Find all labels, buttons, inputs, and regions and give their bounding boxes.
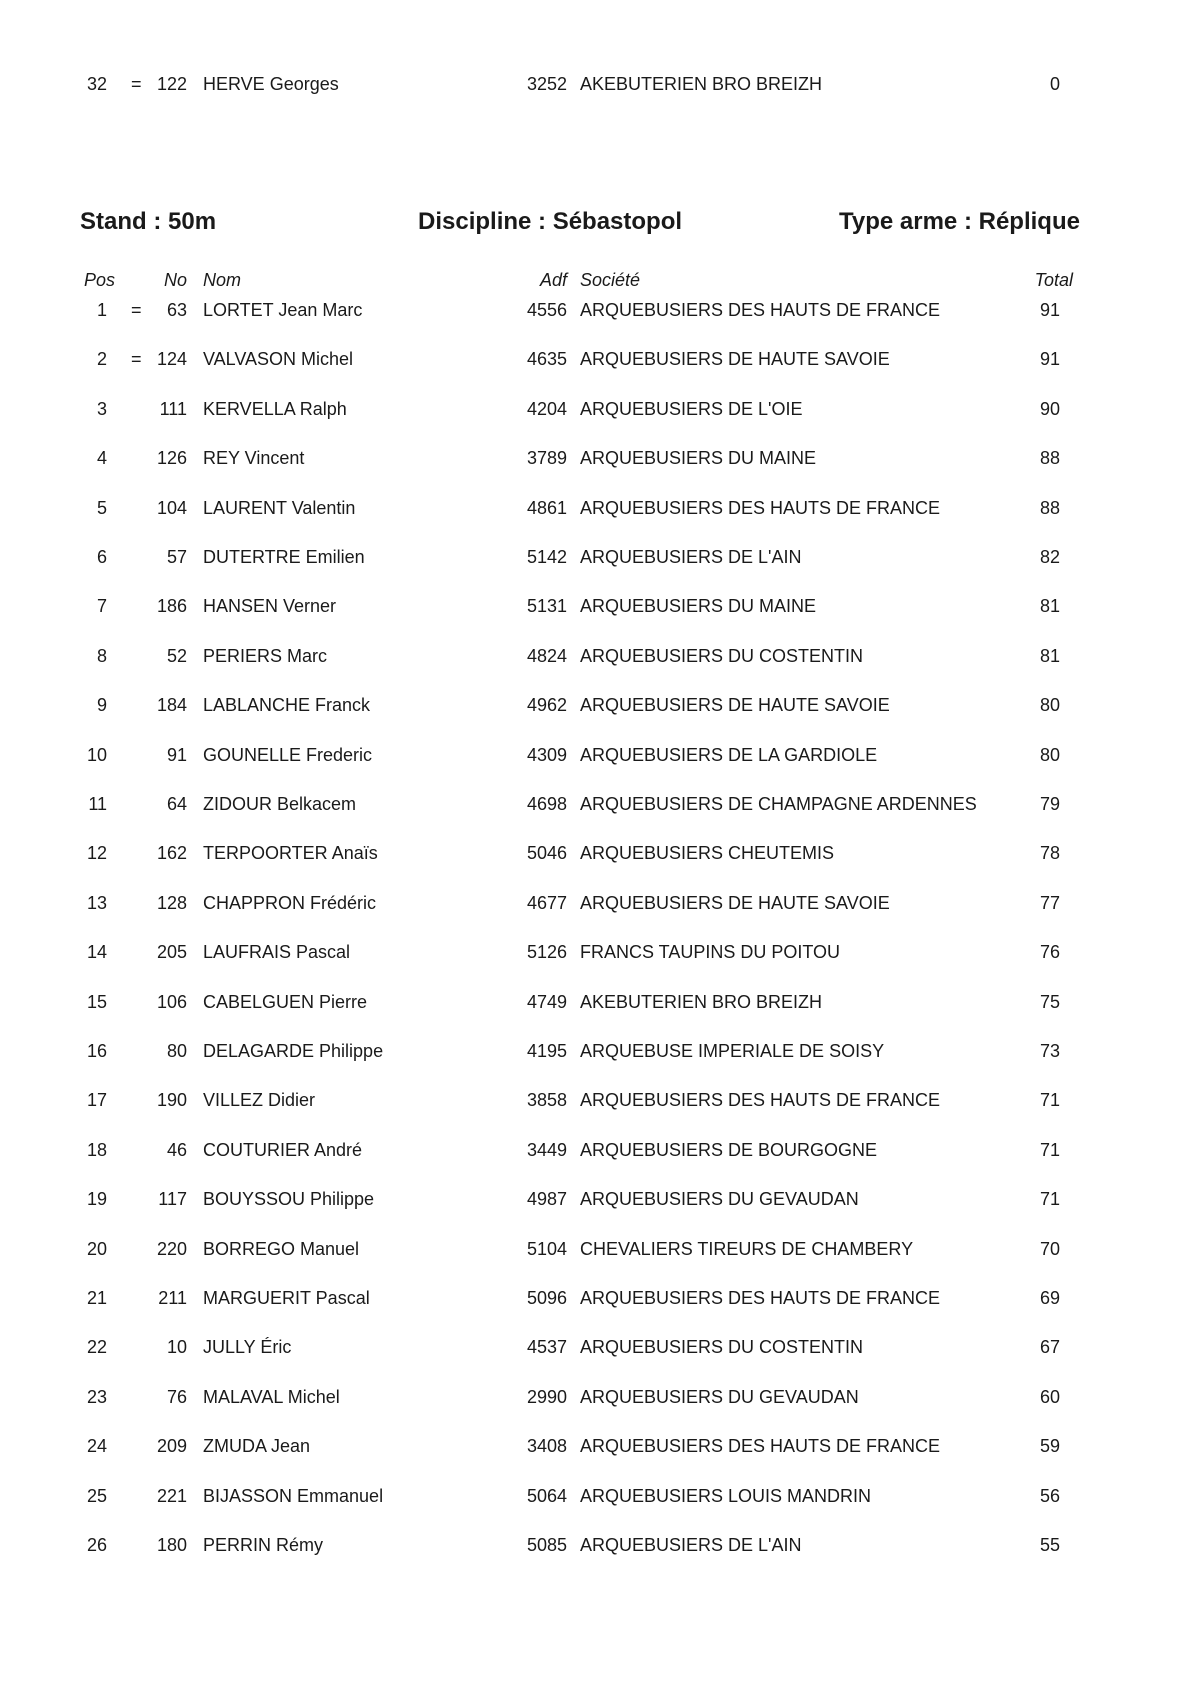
table-row xyxy=(0,1137,1190,1163)
number-cell: 106 xyxy=(156,992,187,1012)
table-row xyxy=(0,1532,1190,1558)
number-cell: 76 xyxy=(166,1387,187,1407)
adf-cell: 4987 xyxy=(526,1189,567,1209)
adf-cell: 3252 xyxy=(526,74,567,94)
number-cell: 220 xyxy=(156,1239,187,1259)
number-cell: 111 xyxy=(159,399,187,419)
society-cell: ARQUEBUSIERS DU MAINE xyxy=(580,596,817,616)
name-cell: JULLY Éric xyxy=(203,1337,292,1357)
name-cell: HERVE Georges xyxy=(203,74,339,94)
adf-cell: 3408 xyxy=(526,1436,567,1456)
total-cell: 75 xyxy=(1039,992,1060,1012)
name-cell: VILLEZ Didier xyxy=(203,1090,316,1110)
stand-title: Stand : 50m xyxy=(80,208,217,235)
table-row xyxy=(0,544,1190,570)
name-cell: MALAVAL Michel xyxy=(203,1387,340,1407)
name-cell: VALVASON Michel xyxy=(203,349,354,369)
name-cell: BOUYSSOU Philippe xyxy=(203,1189,375,1209)
total-cell: 80 xyxy=(1039,695,1060,715)
header-no: No xyxy=(163,270,187,290)
table-row xyxy=(0,989,1190,1015)
society-cell: ARQUEBUSIERS DE L'OIE xyxy=(580,399,803,419)
table-row xyxy=(0,1087,1190,1113)
pos-cell: 10 xyxy=(86,745,107,765)
total-cell: 55 xyxy=(1039,1535,1060,1555)
name-cell: ZMUDA Jean xyxy=(203,1436,311,1456)
table-row xyxy=(0,939,1190,965)
pos-cell: 13 xyxy=(86,893,107,913)
number-cell: 126 xyxy=(156,448,187,468)
total-cell: 78 xyxy=(1039,843,1060,863)
total-cell: 71 xyxy=(1039,1189,1060,1209)
adf-cell: 4962 xyxy=(526,695,567,715)
name-cell: TERPOORTER Anaïs xyxy=(203,843,378,863)
number-cell: 122 xyxy=(156,74,187,94)
adf-cell: 4824 xyxy=(526,646,567,666)
tie-marker: = xyxy=(131,300,142,320)
society-cell: ARQUEBUSIERS DE L'AIN xyxy=(580,1535,802,1555)
tie-marker: = xyxy=(131,74,142,94)
name-cell: BIJASSON Emmanuel xyxy=(203,1486,384,1506)
total-cell: 88 xyxy=(1039,498,1060,518)
adf-cell: 3449 xyxy=(526,1140,567,1160)
total-cell: 60 xyxy=(1039,1387,1060,1407)
pos-cell: 15 xyxy=(86,992,107,1012)
number-cell: 190 xyxy=(156,1090,187,1110)
pos-cell: 25 xyxy=(86,1486,107,1506)
society-cell: ARQUEBUSIERS DE HAUTE SAVOIE xyxy=(580,695,890,715)
adf-cell: 5142 xyxy=(526,547,567,567)
total-cell: 0 xyxy=(1049,74,1060,94)
total-cell: 59 xyxy=(1039,1436,1060,1456)
society-cell: AKEBUTERIEN BRO BREIZH xyxy=(580,74,823,94)
society-cell: ARQUEBUSIERS DE LA GARDIOLE xyxy=(580,745,878,765)
name-cell: ZIDOUR Belkacem xyxy=(203,794,357,814)
table-row xyxy=(0,1433,1190,1459)
name-cell: DELAGARDE Philippe xyxy=(203,1041,384,1061)
table-row xyxy=(0,840,1190,866)
pos-cell: 21 xyxy=(86,1288,107,1308)
adf-cell: 5126 xyxy=(526,942,567,962)
number-cell: 186 xyxy=(156,596,187,616)
total-cell: 71 xyxy=(1039,1140,1060,1160)
adf-cell: 4749 xyxy=(526,992,567,1012)
pos-cell: 3 xyxy=(96,399,107,419)
society-cell: AKEBUTERIEN BRO BREIZH xyxy=(580,992,823,1012)
adf-cell: 3858 xyxy=(526,1090,567,1110)
name-cell: KERVELLA Ralph xyxy=(203,399,347,419)
society-cell: ARQUEBUSIERS DES HAUTS DE FRANCE xyxy=(580,300,941,320)
total-cell: 77 xyxy=(1039,893,1060,913)
total-cell: 69 xyxy=(1039,1288,1060,1308)
header-pos: Pos xyxy=(83,270,115,290)
name-cell: PERIERS Marc xyxy=(203,646,328,666)
table-row xyxy=(0,1285,1190,1311)
number-cell: 52 xyxy=(166,646,187,666)
pos-cell: 14 xyxy=(86,942,107,962)
header-nom: Nom xyxy=(203,270,242,290)
adf-cell: 4537 xyxy=(526,1337,567,1357)
table-row xyxy=(0,643,1190,669)
number-cell: 211 xyxy=(158,1288,187,1308)
society-cell: ARQUEBUSIERS LOUIS MANDRIN xyxy=(580,1486,872,1506)
society-cell: CHEVALIERS TIREURS DE CHAMBERY xyxy=(580,1239,914,1259)
total-cell: 82 xyxy=(1039,547,1060,567)
pos-cell: 24 xyxy=(86,1436,107,1456)
society-cell: ARQUEBUSE IMPERIALE DE SOISY xyxy=(580,1041,885,1061)
number-cell: 162 xyxy=(156,843,187,863)
adf-cell: 3789 xyxy=(526,448,567,468)
total-cell: 91 xyxy=(1039,349,1060,369)
total-cell: 56 xyxy=(1039,1486,1060,1506)
society-cell: ARQUEBUSIERS DES HAUTS DE FRANCE xyxy=(580,498,941,518)
society-cell: ARQUEBUSIERS DES HAUTS DE FRANCE xyxy=(580,1288,941,1308)
adf-cell: 5131 xyxy=(526,596,567,616)
pos-cell: 7 xyxy=(96,596,107,616)
number-cell: 10 xyxy=(166,1337,187,1357)
number-cell: 63 xyxy=(166,300,187,320)
adf-cell: 5104 xyxy=(526,1239,567,1259)
name-cell: LABLANCHE Franck xyxy=(203,695,371,715)
society-cell: ARQUEBUSIERS DE HAUTE SAVOIE xyxy=(580,349,890,369)
total-cell: 80 xyxy=(1039,745,1060,765)
name-cell: DUTERTRE Emilien xyxy=(203,547,365,567)
table-row xyxy=(0,1483,1190,1509)
table-row xyxy=(0,396,1190,422)
tie-marker: = xyxy=(131,349,142,369)
number-cell: 46 xyxy=(166,1140,187,1160)
table-row xyxy=(0,297,1190,323)
number-cell: 128 xyxy=(156,893,187,913)
table-row xyxy=(0,346,1190,372)
table-row xyxy=(0,1236,1190,1262)
pos-cell: 4 xyxy=(96,448,107,468)
adf-cell: 4677 xyxy=(526,893,567,913)
name-cell: LORTET Jean Marc xyxy=(203,300,363,320)
number-cell: 91 xyxy=(166,745,187,765)
pos-cell: 23 xyxy=(86,1387,107,1407)
society-cell: ARQUEBUSIERS DE CHAMPAGNE ARDENNES xyxy=(580,794,977,814)
name-cell: MARGUERIT Pascal xyxy=(203,1288,370,1308)
number-cell: 104 xyxy=(156,498,187,518)
table-row xyxy=(0,1334,1190,1360)
previous-result-row xyxy=(0,71,1190,97)
header-total: Total xyxy=(1034,270,1073,290)
number-cell: 205 xyxy=(156,942,187,962)
pos-cell: 9 xyxy=(96,695,107,715)
name-cell: CABELGUEN Pierre xyxy=(203,992,368,1012)
number-cell: 57 xyxy=(166,547,187,567)
pos-cell: 2 xyxy=(96,349,107,369)
pos-cell: 18 xyxy=(86,1140,107,1160)
table-row xyxy=(0,742,1190,768)
society-cell: ARQUEBUSIERS DU COSTENTIN xyxy=(580,1337,864,1357)
adf-cell: 5064 xyxy=(526,1486,567,1506)
number-cell: 124 xyxy=(156,349,187,369)
society-cell: ARQUEBUSIERS DES HAUTS DE FRANCE xyxy=(580,1090,941,1110)
society-cell: ARQUEBUSIERS DU GEVAUDAN xyxy=(580,1189,859,1209)
adf-cell: 4698 xyxy=(526,794,567,814)
pos-cell: 20 xyxy=(86,1239,107,1259)
total-cell: 67 xyxy=(1039,1337,1060,1357)
number-cell: 80 xyxy=(166,1041,187,1061)
pos-cell: 11 xyxy=(88,794,107,814)
adf-cell: 4556 xyxy=(526,300,567,320)
name-cell: CHAPPRON Frédéric xyxy=(203,893,377,913)
society-cell: ARQUEBUSIERS DE BOURGOGNE xyxy=(580,1140,878,1160)
number-cell: 64 xyxy=(166,794,187,814)
table-row xyxy=(0,1186,1190,1212)
discipline-title: Discipline : Sébastopol xyxy=(418,208,683,235)
pos-cell: 12 xyxy=(86,843,107,863)
total-cell: 73 xyxy=(1039,1041,1060,1061)
table-row xyxy=(0,593,1190,619)
pos-cell: 22 xyxy=(86,1337,107,1357)
number-cell: 117 xyxy=(158,1189,187,1209)
society-cell: ARQUEBUSIERS DES HAUTS DE FRANCE xyxy=(580,1436,941,1456)
adf-cell: 5085 xyxy=(526,1535,567,1555)
name-cell: BORREGO Manuel xyxy=(203,1239,360,1259)
pos-cell: 32 xyxy=(86,74,107,94)
adf-cell: 4204 xyxy=(526,399,567,419)
pos-cell: 16 xyxy=(86,1041,107,1061)
pos-cell: 6 xyxy=(96,547,107,567)
table-row xyxy=(0,692,1190,718)
total-cell: 81 xyxy=(1039,596,1060,616)
total-cell: 90 xyxy=(1039,399,1060,419)
total-cell: 76 xyxy=(1039,942,1060,962)
name-cell: GOUNELLE Frederic xyxy=(203,745,373,765)
adf-cell: 5046 xyxy=(526,843,567,863)
society-cell: FRANCS TAUPINS DU POITOU xyxy=(580,942,841,962)
total-cell: 91 xyxy=(1039,300,1060,320)
adf-cell: 4309 xyxy=(526,745,567,765)
header-adf: Adf xyxy=(539,270,567,290)
adf-cell: 4635 xyxy=(526,349,567,369)
total-cell: 71 xyxy=(1039,1090,1060,1110)
table-header xyxy=(0,267,1190,293)
name-cell: COUTURIER André xyxy=(203,1140,363,1160)
pos-cell: 5 xyxy=(96,498,107,518)
society-cell: ARQUEBUSIERS DU COSTENTIN xyxy=(580,646,864,666)
name-cell: REY Vincent xyxy=(203,448,305,468)
number-cell: 209 xyxy=(156,1436,187,1456)
name-cell: HANSEN Verner xyxy=(203,596,337,616)
name-cell: PERRIN Rémy xyxy=(203,1535,324,1555)
table-row xyxy=(0,445,1190,471)
pos-cell: 19 xyxy=(86,1189,107,1209)
header-societe: Société xyxy=(580,270,641,290)
table-row xyxy=(0,1038,1190,1064)
society-cell: ARQUEBUSIERS DU GEVAUDAN xyxy=(580,1387,859,1407)
total-cell: 70 xyxy=(1039,1239,1060,1259)
adf-cell: 2990 xyxy=(526,1387,567,1407)
society-cell: ARQUEBUSIERS DU MAINE xyxy=(580,448,817,468)
society-cell: ARQUEBUSIERS DE HAUTE SAVOIE xyxy=(580,893,890,913)
adf-cell: 4195 xyxy=(526,1041,567,1061)
pos-cell: 26 xyxy=(86,1535,107,1555)
adf-cell: 4861 xyxy=(526,498,567,518)
adf-cell: 5096 xyxy=(526,1288,567,1308)
society-cell: ARQUEBUSIERS CHEUTEMIS xyxy=(580,843,835,863)
pos-cell: 1 xyxy=(96,300,107,320)
pos-cell: 8 xyxy=(96,646,107,666)
number-cell: 180 xyxy=(156,1535,187,1555)
name-cell: LAURENT Valentin xyxy=(203,498,356,518)
society-cell: ARQUEBUSIERS DE L'AIN xyxy=(580,547,802,567)
table-row xyxy=(0,890,1190,916)
total-cell: 81 xyxy=(1039,646,1060,666)
number-cell: 184 xyxy=(156,695,187,715)
table-row xyxy=(0,791,1190,817)
table-row xyxy=(0,1384,1190,1410)
total-cell: 79 xyxy=(1039,794,1060,814)
number-cell: 221 xyxy=(156,1486,187,1506)
table-row xyxy=(0,495,1190,521)
weapon-type-title: Type arme : Réplique xyxy=(839,208,1080,235)
pos-cell: 17 xyxy=(86,1090,107,1110)
total-cell: 88 xyxy=(1039,448,1060,468)
name-cell: LAUFRAIS Pascal xyxy=(203,942,351,962)
